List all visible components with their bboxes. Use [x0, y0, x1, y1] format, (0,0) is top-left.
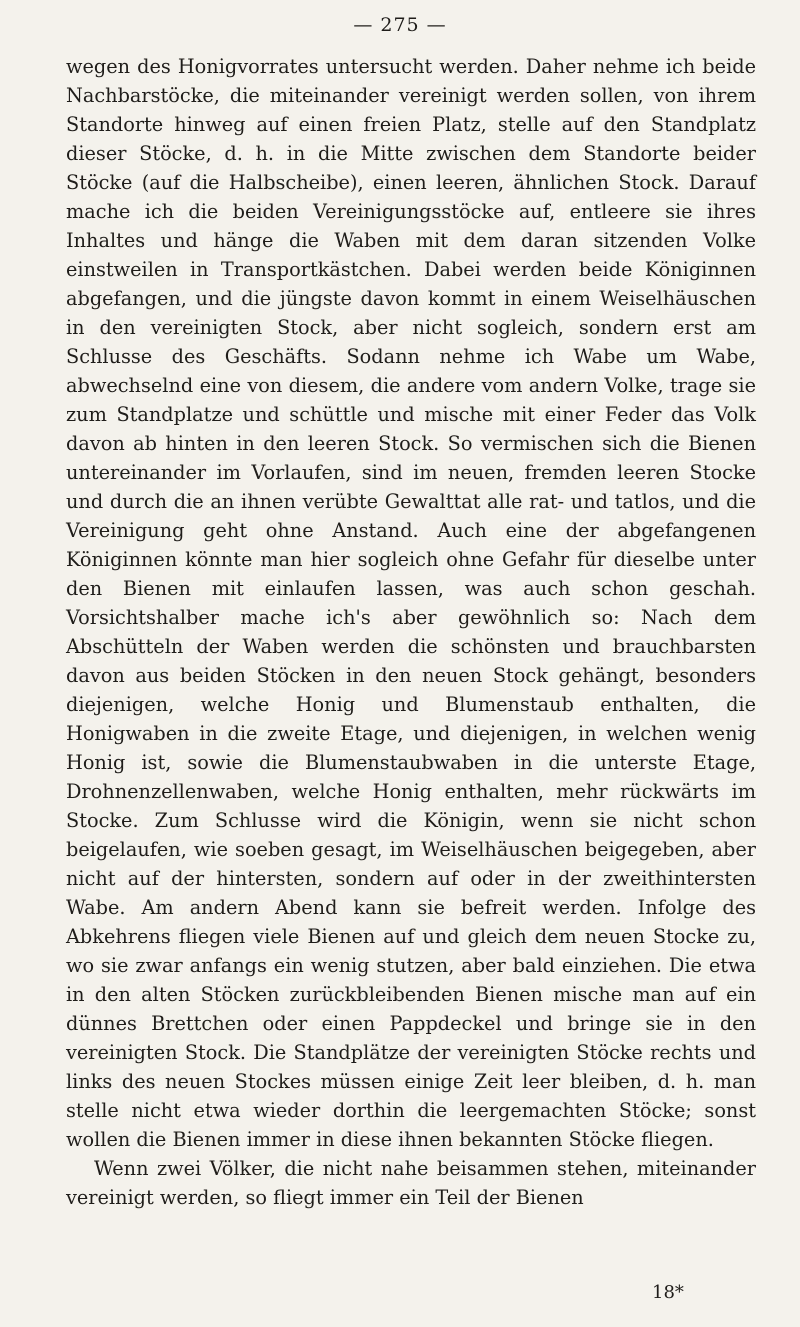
signature-mark: 18* — [652, 1282, 684, 1303]
paragraph-2: Wenn zwei Völker, die nicht nahe beisammen stehen, miteinander vereinigt werden, so fliegt immer ein Teil der Bienen — [66, 1157, 756, 1209]
body-text — [66, 52, 756, 1212]
page-number: — 275 — — [353, 14, 447, 36]
paragraph-1: wegen des Honigvorrates untersucht werden. Daher nehme ich beide Nachbarstöcke, die miteinander vereinigt werden sollen, von ihrem Standorte hinweg auf einen freien Platz, stelle auf den Standplatz dieser Stöcke, d. h. in die Mitte zwischen dem Standorte beider Stöcke (auf die Halbscheibe), einen leeren, ähnlichen Stock. Darauf mache ich die beiden Vereinigungsstöcke auf, entleere sie ihres Inhaltes und hänge die Waben mit dem daran sitzenden Volke einstweilen in Transportkästchen. Dabei werden beide Königinnen abgefangen, und die jüngste davon kommt in einem Weiselhäuschen in den vereinigten Stock, aber nicht sogleich, sondern erst am Schlusse des Geschäfts. Sodann nehme ich Wabe um Wabe, abwechselnd eine von diesem, die andere vom andern Volke, trage sie zum Standplatze und schüttle und mische mit einer Feder das Volk davon ab hinten in den leeren Stock. So vermischen sich die Bienen untereinander im Vorlaufen, sind im neuen, fremden leeren Stocke und durch die an ihnen verübte Gewalttat alle rat- und tatlos, und die Vereinigung geht ohne Anstand. Auch eine der abgefangenen Königinnen könnte man hier sogleich ohne Gefahr für dieselbe unter den Bienen mit einlaufen lassen, was auch schon geschah. Vorsichtshalber mache ich's aber gewöhnlich so: Nach dem Abschütteln der Waben werden die schönsten und brauchbarsten davon aus beiden Stöcken in den neuen Stock gehängt, besonders diejenigen, welche Honig und Blumenstaub enthalten, die Honigwaben in die zweite Etage, und diejenigen, in welchen wenig Honig ist, sowie die Blumenstaubwaben in die unterste Etage, Drohnenzellenwaben, welche Honig enthalten, mehr rückwärts im Stocke. Zum Schlusse wird die Königin, wenn sie nicht schon beigelaufen, wie soeben gesagt, im Weiselhäuschen beigegeben, aber nicht auf der hintersten, sondern auf oder in der zweithintersten Wabe. Am andern Abend kann sie befreit werden. Infolge des Abkehrens fliegen viele Bienen auf und gleich dem neuen Stocke zu, wo sie zwar anfangs ein wenig stutzen, aber bald einziehen. Die etwa in den alten Stöcken zurückbleibenden Bienen mische man auf ein dünnes Brettchen oder einen Pappdeckel und bringe sie in den vereinigten Stock. Die Standplätze der vereinigten Stöcke rechts und links des neuen Stockes müssen einige Zeit leer bleiben, d. h. man stelle nicht etwa wieder dorthin die leergemachten Stöcke; sonst wollen die Bienen immer in diese ihnen bekannten Stöcke fliegen. — [66, 55, 756, 1151]
